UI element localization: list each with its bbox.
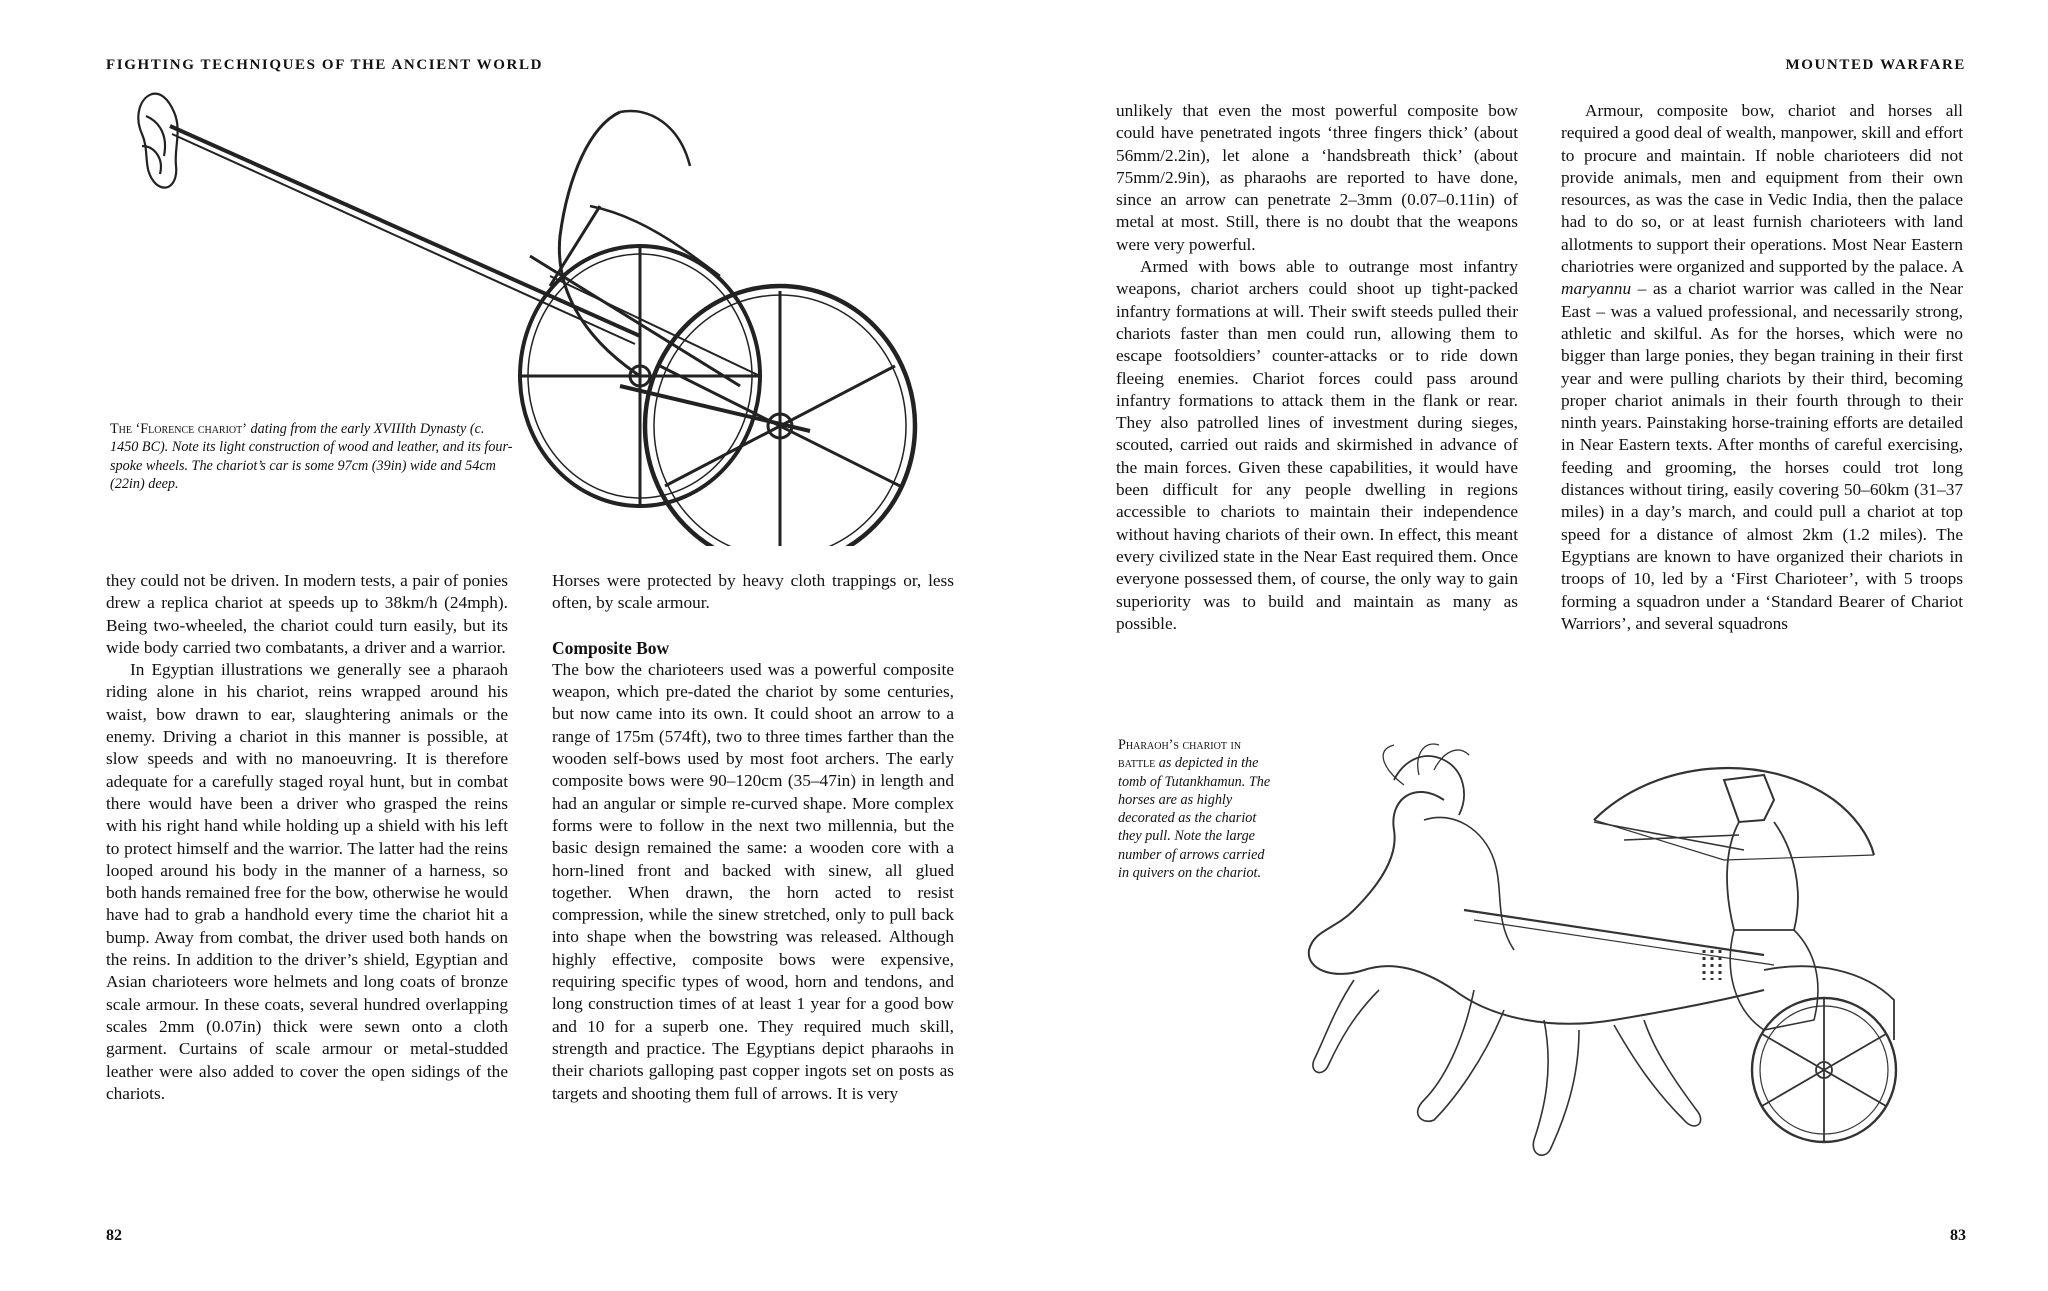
- paragraph: [1561, 100, 1963, 635]
- paragraph-start: Armour, composite bow, chariot and horses all required a good deal of wealth, manpower, skill and effort to procure and maintain. If noble charioteers did not provide animals, men and equipment from their own resources, as was the case in Vedic India, then the palace had to do so, or at least furnish charioteers with land allotments to support their operations. Most Near Eastern chariotries were organized and supported by the palace. A: [1561, 101, 1963, 277]
- paragraph-end: – as a chariot warrior was called in the Near East – was a valued professional, and necessarily strong, athletic and skilful. As for the horses, which were no bigger than large ponies, they began training in their first year and were pulling chariots by their third, becoming proper chariot animals in their fourth through to their ninth years. Painstaking horse-training efforts are detailed in Near Eastern texts. After months of careful exercising, feeding and grooming, the horses could trot long distances without tiring, easily covering 50–60km (31–37 miles) in a day’s march, and could pull a chariot at top speed for a distance of almost 2km (1.2 miles). The Egyptians are known to have organized their chariots in troops of 10, led by a ‘First Charioteer’, with 5 troops forming a squadron under a ‘Standard Bearer of Chariot Warriors’, and several squadrons: [1561, 279, 1963, 633]
- right-column-1: [1116, 100, 1518, 635]
- section-heading: Composite Bow: [552, 637, 670, 658]
- paragraph: The bow the charioteers used was a powerful composite weapon, which pre-dated the chariot by some centuries, but now came into its own. It could shoot an arrow to a range of 175m (574ft), two to three times farther than the wooden self-bows used by most foot archers. The early composite bows were 90–120cm (35–47in) in length and had an angular or simple re-curved shape. More complex forms were to follow in the next two millennia, but the basic design remained the same: a wooden core with a horn-lined front and backed with sinew, all glued together. When drawn, the horn acted to resist compression, while the sinew stretched, only to pull back into shape when the bowstring was released. Although highly effective, composite bows were expensive, requiring specific types of wood, horn and tendons, and long construction times of at least 1 year for a good bow and 10 for a superb one. They required much skill, strength and practice. The Egyptians depict pharaohs in their chariots galloping past copper ingots set on posts as targets and shooting them full of arrows. It is very: [552, 659, 954, 1103]
- caption-lead: Pharaoh’s chariot in battle: [1118, 737, 1242, 772]
- pharaoh-chariot-illustration: [1294, 740, 1944, 1180]
- pharaoh-chariot-caption: [1118, 736, 1278, 882]
- caption-lead: The ‘Florence chariot’: [110, 421, 247, 437]
- paragraph: they could not be driven. In modern tests, a pair of ponies drew a replica chariot at speeds up to 38km/h (24mph). Being two-wheeled, the chariot could turn easily, but its wide body carried two combatants, a driver and a warrior.: [106, 571, 508, 657]
- right-column-2: [1561, 100, 1963, 635]
- running-head-left: FIGHTING TECHNIQUES OF THE ANCIENT WORLD: [106, 57, 544, 73]
- paragraph: unlikely that even the most powerful composite bow could have penetrated ingots ‘three fingers thick’ (about 56mm/2.2in), let alone a ‘handsbreath thick’ (about 75mm/2.9in), as pharaohs are reported to have done, since an arrow can penetrate 2–3mm (0.07–0.11in) of metal at most. Still, there is no doubt that the weapons were very powerful.: [1116, 101, 1518, 254]
- paragraph: Horses were protected by heavy cloth trappings or, less often, by scale armour.: [552, 571, 954, 613]
- caption-text: dating from the early XVIIIth Dynasty (c. 1450 BC). Note its light construction of wood and leather, and its four-spoke wheels. The chariot’s car is some 97cm (39in) wide and 54cm (22in) deep.: [110, 421, 513, 492]
- left-column-1: [106, 570, 508, 1105]
- page-number-right: 83: [1950, 1227, 1966, 1244]
- right-page: [1024, 0, 2048, 1291]
- running-head-right: MOUNTED WARFARE: [1785, 57, 1966, 73]
- pharaoh-battle-icon: [1294, 740, 1944, 1180]
- florence-chariot-caption: [110, 420, 515, 493]
- page-number-left: 82: [106, 1227, 122, 1244]
- term-maryannu: maryannu: [1561, 279, 1632, 299]
- left-column-2: [552, 570, 954, 1105]
- caption-text: as depicted in the tomb of Tutankhamun. The horses are as highly decorated as the chariot they pull. Note the large number of arrows carried in quivers on the chariot.: [1118, 755, 1271, 882]
- paragraph: Armed with bows able to outrange most infantry weapons, chariot archers could shoot up tight-packed infantry formations at will. Their swift steeds pulled their chariots faster than men could run, allowing them to escape footsoldiers’ counter-attacks or to ride down fleeing enemies. Chariot forces could pass around infantry formations to attack them in the flank or rear. They also patrolled lines of investment during sieges, scouted, carried out raids and skirmished in advance of the main forces. Given these capabilities, it would have been difficult for any people dwelling in regions accessible to chariots to maintain their independence without having chariots of their own. In effect, this meant every civilized state in the Near East required them. Once everyone possessed them, of course, the only way to gain superiority was to build and maintain as many as possible.: [1116, 257, 1518, 633]
- paragraph: In Egyptian illustrations we generally see a pharaoh riding alone in his chariot, reins wrapped around his waist, bow drawn to ear, slaughtering animals or the enemy. Driving a chariot in this manner is possible, at slow speeds and with no manoeuvring. It is therefore adequate for a carefully staged royal hunt, but in combat there would have been a driver who grasped the reins with his right hand while holding up a shield with his left to protect himself and the warrior. The latter had the reins looped around his body in the manner of a harness, so both hands remained free for the bow, otherwise he would have had to grab a handhold every time the chariot hit a bump. Away from combat, the driver used both hands on the reins. In addition to the driver’s shield, Egyptian and Asian charioteers wore helmets and long coats of bronze scale armour. In these coats, several hundred overlapping scales 2mm (0.07in) thick were sewn onto a cloth garment. Curtains of scale armour or metal-studded leather were also added to cover the open sidings of the chariots.: [106, 660, 508, 1103]
